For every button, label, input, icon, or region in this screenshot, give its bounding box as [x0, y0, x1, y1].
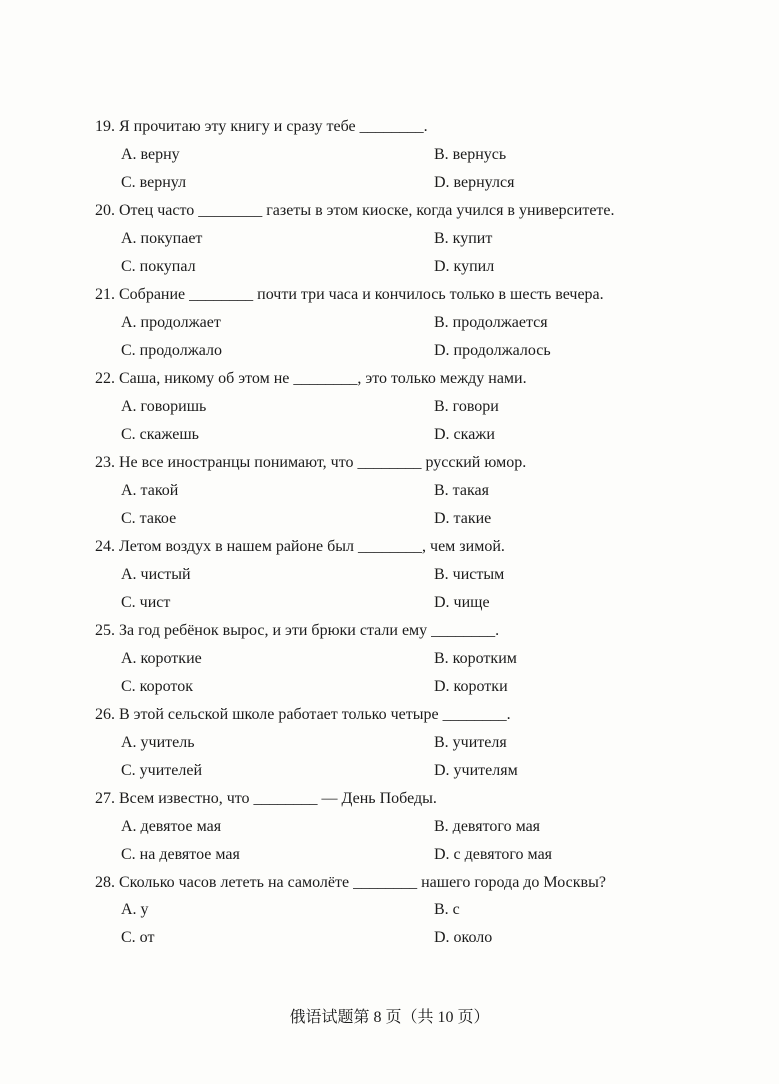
option-a: A. покупает: [121, 230, 203, 247]
question-20: [95, 201, 755, 221]
question-number: 27.: [95, 790, 115, 807]
question-number: 23.: [95, 454, 115, 471]
option-c: C. от: [121, 929, 155, 946]
question-text: Всем известно, что ________ — День Победы.: [119, 790, 437, 807]
option-c: C. на девятое мая: [121, 846, 240, 863]
question-text: Саша, никому об этом не ________, это только между нами.: [119, 370, 527, 387]
question-text: Сколько часов лететь на самолёте ________ нашего города до Москвы?: [119, 874, 606, 891]
question-text: Собрание ________ почти три часа и кончилось только в шесть вечера.: [119, 286, 604, 303]
option-a: A. чистый: [121, 566, 191, 583]
option-d: D. коротки: [434, 678, 508, 695]
option-d: D. чище: [434, 594, 490, 611]
option-d: D. вернулся: [434, 174, 515, 191]
question-23: [95, 453, 755, 473]
question-26: [95, 705, 755, 725]
question-text: За год ребёнок вырос, и эти брюки стали ему ________.: [119, 622, 500, 639]
page-footer: 俄语试题第 8 页（共 10 页）: [289, 1009, 490, 1026]
question-21: [95, 285, 755, 305]
question-number: 24.: [95, 538, 115, 555]
question-number: 26.: [95, 706, 115, 723]
question-number: 25.: [95, 622, 115, 639]
option-c: C. покупал: [121, 258, 196, 275]
question-27: [95, 789, 755, 809]
option-b: B. вернусь: [434, 146, 507, 163]
option-c: C. продолжало: [121, 342, 222, 359]
question-text: Я прочитаю эту книгу и сразу тебе ________.: [119, 118, 428, 135]
question-24: [95, 537, 755, 557]
option-c: C. скажешь: [121, 426, 199, 443]
option-b: B. продолжается: [434, 314, 548, 331]
question-text: Летом воздух в нашем районе был ________, чем зимой.: [119, 538, 505, 555]
question-text: В этой сельской школе работает только четыре ________.: [119, 706, 511, 723]
option-c: C. чист: [121, 594, 171, 611]
option-c: C. короток: [121, 678, 193, 695]
option-a: A. верну: [121, 146, 180, 163]
option-d: D. скажи: [434, 426, 495, 443]
option-b: B. такая: [434, 482, 489, 499]
option-c: C. учителей: [121, 762, 203, 779]
question-22: [95, 369, 755, 389]
option-a: A. учитель: [121, 734, 195, 751]
option-b: B. купит: [434, 230, 493, 247]
option-b: B. с: [434, 901, 460, 918]
option-b: B. девятого мая: [434, 818, 541, 835]
option-a: A. у: [121, 901, 149, 918]
option-a: A. девятое мая: [121, 818, 222, 835]
option-d: D. продолжалось: [434, 342, 551, 359]
option-a: A. продолжает: [121, 314, 221, 331]
option-b: B. коротким: [434, 650, 517, 667]
question-number: 21.: [95, 286, 115, 303]
question-number: 19.: [95, 118, 115, 135]
question-19: [95, 117, 755, 137]
option-a: A. такой: [121, 482, 179, 499]
option-c: C. такое: [121, 510, 177, 527]
question-text: Отец часто ________ газеты в этом киоске, когда учился в университете.: [119, 202, 615, 219]
option-c: C. вернул: [121, 174, 187, 191]
option-b: B. чистым: [434, 566, 505, 583]
question-number: 28.: [95, 874, 115, 891]
question-28: [95, 873, 755, 893]
option-d: D. около: [434, 929, 493, 946]
option-d: D. такие: [434, 510, 492, 527]
question-text: Не все иностранцы понимают, что ________ русский юмор.: [119, 454, 527, 471]
question-number: 20.: [95, 202, 115, 219]
option-b: B. говори: [434, 398, 499, 415]
option-a: A. короткие: [121, 650, 202, 667]
option-d: D. учителям: [434, 762, 518, 779]
option-d: D. с девятого мая: [434, 846, 553, 863]
option-b: B. учителя: [434, 734, 507, 751]
question-25: [95, 621, 755, 641]
question-number: 22.: [95, 370, 115, 387]
option-d: D. купил: [434, 258, 495, 275]
option-a: A. говоришь: [121, 398, 207, 415]
